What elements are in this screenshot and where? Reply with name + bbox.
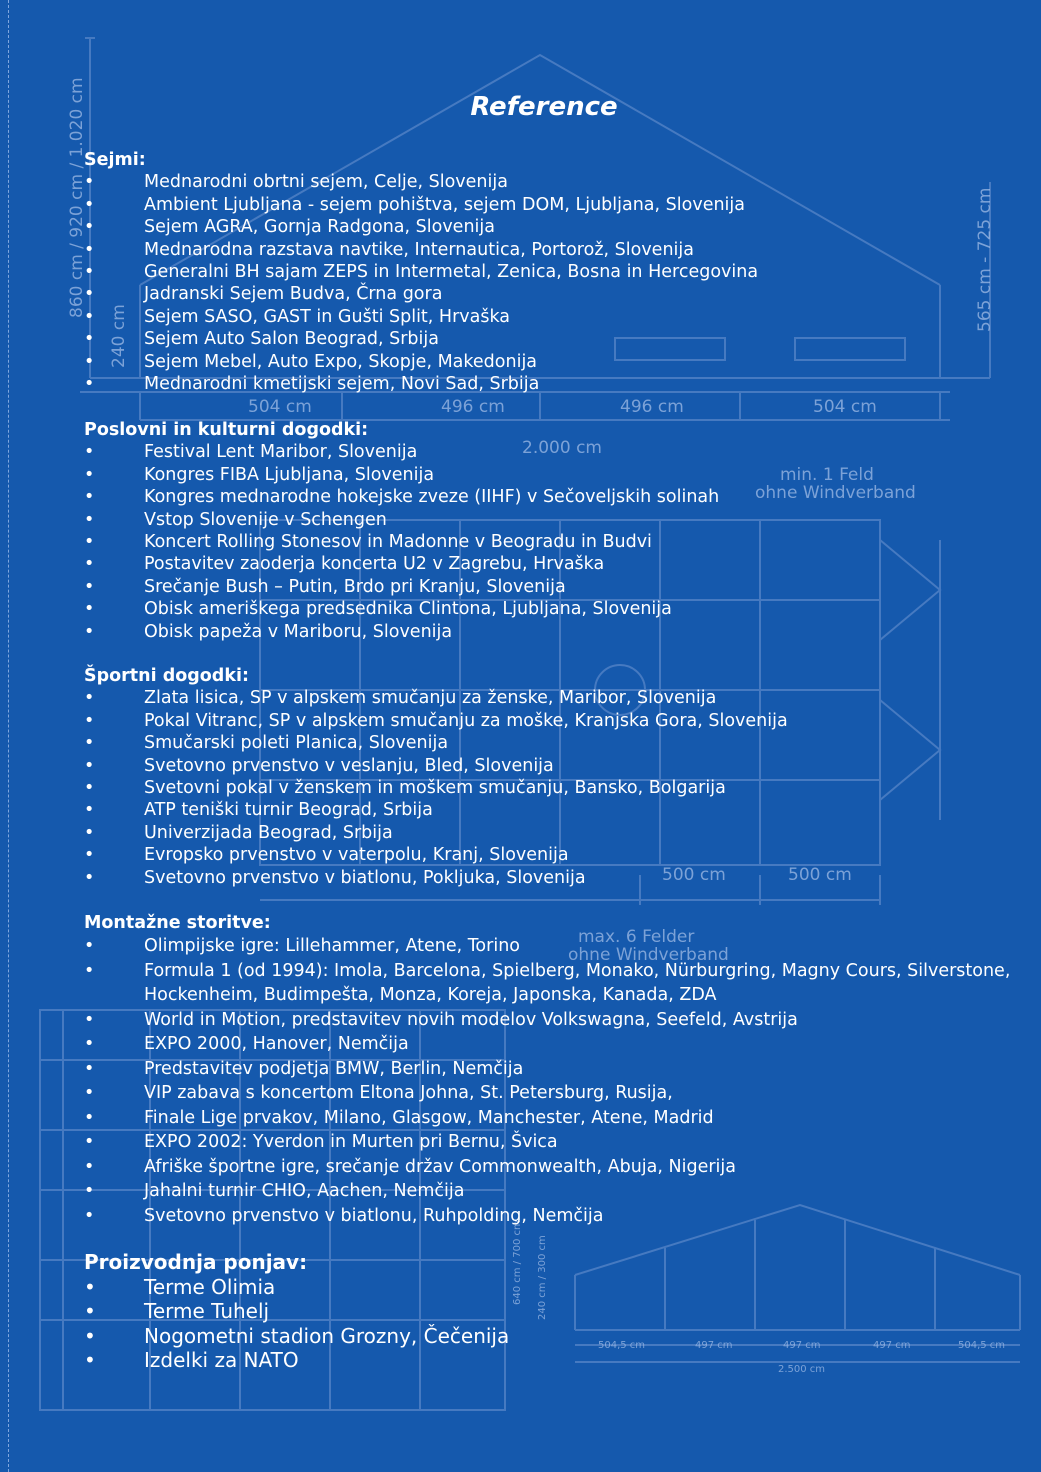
- bullet-icon: •: [84, 487, 95, 508]
- list-item: [84, 687, 1014, 709]
- bullet-icon: •: [84, 1274, 96, 1299]
- section-heading-ponjave: Proizvodnja ponjav:: [84, 1250, 308, 1274]
- section-sejmi: [84, 149, 1014, 395]
- list-item: [84, 1130, 1014, 1155]
- list-item-text: Vstop Slovenije v Schengen: [144, 509, 387, 530]
- bullet-icon: •: [84, 1205, 95, 1226]
- list-sejmi: [84, 171, 1014, 395]
- list-item-text: Festival Lent Maribor, Slovenija: [144, 442, 418, 463]
- bullet-icon: •: [84, 936, 95, 957]
- list-item: [84, 216, 1014, 238]
- bullet-icon: •: [84, 822, 95, 843]
- list-item: [84, 1348, 1014, 1373]
- bg-small-span-2: 497 cm: [695, 1340, 733, 1351]
- list-item: [84, 553, 1014, 575]
- list-item: [84, 1106, 1014, 1131]
- list-item: [84, 799, 1014, 821]
- bg-span-1: 504 cm: [248, 397, 312, 417]
- bg-small-height: 640 cm / 700 cm: [512, 1220, 523, 1305]
- section-montazne: [84, 912, 1014, 1228]
- bullet-icon: •: [84, 688, 95, 709]
- bg-height-right: 565 cm - 725 cm: [975, 187, 995, 332]
- list-poslovni: [84, 441, 1014, 643]
- list-item-text: Mednarodni obrtni sejem, Celje, Slovenija: [144, 172, 508, 193]
- page-title: Reference: [470, 92, 618, 122]
- bullet-icon: •: [84, 284, 95, 305]
- list-item: [84, 1204, 1014, 1229]
- section-heading-montazne: Montažne storitve:: [84, 913, 271, 933]
- bg-small-height-short: 240 cm / 300 cm: [537, 1235, 548, 1320]
- section-heading-sejmi: Sejmi:: [84, 150, 146, 170]
- list-item-text: Sejem Auto Salon Beograd, Srbija: [144, 329, 439, 350]
- bullet-icon: •: [84, 442, 95, 463]
- bg-small-span-5: 504,5 cm: [958, 1340, 1006, 1351]
- list-item: [84, 710, 1014, 732]
- bg-small-span-1: 504,5 cm: [598, 1340, 646, 1351]
- list-item: [84, 777, 1014, 799]
- bullet-icon: •: [84, 576, 95, 597]
- bullet-icon: •: [84, 800, 95, 821]
- list-item-text: EXPO 2002: Yverdon in Murten pri Bernu, Švica: [144, 1132, 558, 1153]
- list-item: [84, 464, 1014, 486]
- bg-span-2: 496 cm: [441, 397, 505, 417]
- list-sportni: [84, 687, 1014, 889]
- bg-small-span-4: 497 cm: [873, 1340, 911, 1351]
- list-item-text: Terme Olimia: [144, 1274, 276, 1299]
- list-item-text: Mednarodna razstava navtike, Internautica, Portorož, Slovenija: [144, 239, 694, 260]
- bullet-icon: •: [84, 194, 95, 215]
- bg-height-left: 860 cm / 920 cm / 1.020 cm: [67, 77, 87, 318]
- list-item: [84, 959, 1014, 1008]
- list-item: [84, 576, 1014, 598]
- section-heading-poslovni: Poslovni in kulturni dogodki:: [84, 420, 369, 440]
- bg-small-span-3: 497 cm: [783, 1340, 821, 1351]
- bullet-icon: •: [84, 1107, 95, 1128]
- list-item-text: Evropsko prvenstvo v vaterpolu, Kranj, Slovenija: [144, 845, 569, 866]
- bullet-icon: •: [84, 464, 95, 485]
- list-item: [84, 1179, 1014, 1204]
- section-ponjave: [84, 1250, 1014, 1373]
- bullet-icon: •: [84, 1034, 95, 1055]
- bullet-icon: •: [84, 1156, 95, 1177]
- bullet-icon: •: [84, 845, 95, 866]
- bullet-icon: •: [84, 1348, 96, 1372]
- bg-bay-1: 500 cm: [662, 865, 726, 885]
- bg-height-left-short: 240 cm: [109, 304, 129, 368]
- bullet-icon: •: [84, 867, 95, 888]
- list-item: [84, 598, 1014, 620]
- bullet-icon: •: [84, 710, 95, 731]
- bg-max-field: max. 6 Felder: [578, 927, 695, 947]
- list-item-text: Ambient Ljubljana - sejem pohištva, sejem DOM, Ljubljana, Slovenija: [144, 194, 745, 215]
- list-item-text: Svetovno prvenstvo v biatlonu, Ruhpolding, Nemčija: [144, 1205, 604, 1226]
- list-item: [84, 822, 1014, 844]
- list-item-text: World in Motion, predstavitev novih modelov Volkswagna, Seefeld, Avstrija: [144, 1009, 798, 1030]
- bullet-icon: •: [84, 532, 95, 553]
- bg-bay-2: 500 cm: [788, 865, 852, 885]
- list-item-text: Smučarski poleti Planica, Slovenija: [144, 733, 449, 754]
- bullet-icon: •: [84, 374, 95, 395]
- list-item-text: EXPO 2000, Hanover, Nemčija: [144, 1034, 409, 1055]
- bullet-icon: •: [84, 755, 95, 776]
- list-item-text: Postavitev zaoderja koncerta U2 v Zagrebu, Hrvaška: [144, 554, 605, 575]
- list-item-text: Svetovno prvenstvo v veslanju, Bled, Slovenija: [144, 755, 554, 776]
- list-item: [84, 934, 1014, 959]
- list-item-text: Generalni BH sajam ZEPS in Intermetal, Zenica, Bosna in Hercegovina: [144, 262, 759, 283]
- bullet-icon: •: [84, 351, 95, 372]
- list-item: [84, 441, 1014, 463]
- list-item: [84, 844, 1014, 866]
- section-sportni: [84, 665, 1014, 889]
- list-item: [84, 509, 1014, 531]
- list-item-text: Formula 1 (od 1994): Imola, Barcelona, Spielberg, Monako, Nürburgring, Magny Cours, Silverstone, Hockenheim, Budimpešta, Monza, Koreja, Japonska, Kanada, ZDA: [144, 960, 1011, 1006]
- list-item: [84, 867, 1014, 889]
- list-item: [84, 732, 1014, 754]
- section-poslovni: [84, 419, 1014, 643]
- list-item: [84, 531, 1014, 553]
- bg-min-field: min. 1 Feld: [780, 465, 874, 485]
- list-item-text: Pokal Vitranc, SP v alpskem smučanju za moške, Kranjska Gora, Slovenija: [144, 710, 788, 731]
- list-item-text: Zlata lisica, SP v alpskem smučanju za ženske, Maribor, Slovenija: [144, 688, 717, 709]
- list-item: [84, 328, 1014, 350]
- list-item: [84, 1008, 1014, 1033]
- list-item: [84, 1299, 1014, 1324]
- bullet-icon: •: [84, 621, 95, 642]
- list-item: [84, 194, 1014, 216]
- list-item: [84, 261, 1014, 283]
- bullet-icon: •: [84, 509, 95, 530]
- list-item-text: Kongres FIBA Ljubljana, Slovenija: [144, 464, 435, 485]
- list-item-text: Srečanje Bush – Putin, Brdo pri Kranju, Slovenija: [144, 576, 566, 597]
- bg-span-4: 504 cm: [813, 397, 877, 417]
- list-item: [84, 283, 1014, 305]
- section-heading-sportni: Športni dogodki:: [84, 666, 249, 686]
- list-item: [84, 1081, 1014, 1106]
- bullet-icon: •: [84, 329, 95, 350]
- bullet-icon: •: [84, 1009, 95, 1030]
- list-item: [84, 351, 1014, 373]
- bg-small-total: 2.500 cm: [778, 1364, 826, 1375]
- bg-min-field-sub: ohne Windverband: [755, 483, 916, 503]
- list-item-text: Univerzijada Beograd, Srbija: [144, 822, 393, 843]
- list-item-text: Svetovni pokal v ženskem in moškem smučanju, Bansko, Bolgarija: [144, 778, 726, 799]
- bullet-icon: •: [84, 239, 95, 260]
- list-item-text: Obisk ameriškega predsednika Clintona, Ljubljana, Slovenija: [144, 599, 672, 620]
- list-item: [84, 1032, 1014, 1057]
- bullet-icon: •: [84, 1058, 95, 1079]
- list-item-text: Jadranski Sejem Budva, Črna gora: [144, 284, 443, 305]
- list-item-text: Koncert Rolling Stonesov in Madonne v Beogradu in Budvi: [144, 532, 652, 553]
- list-item-text: Afriške športne igre, srečanje držav Commonwealth, Abuja, Nigerija: [144, 1156, 736, 1177]
- list-item: [84, 373, 1014, 395]
- list-item: [84, 486, 1014, 508]
- bullet-icon: •: [84, 1323, 96, 1348]
- list-item: [84, 306, 1014, 328]
- list-item: [84, 1057, 1014, 1082]
- list-item-text: Izdelki za NATO: [144, 1348, 299, 1372]
- list-item-text: VIP zabava s koncertom Eltona Johna, St. Petersburg, Rusija,: [144, 1083, 673, 1104]
- bullet-icon: •: [84, 778, 95, 799]
- bullet-icon: •: [84, 1083, 95, 1104]
- list-item: [84, 621, 1014, 643]
- list-item-text: Olimpijske igre: Lillehammer, Atene, Torino: [144, 936, 520, 957]
- list-item-text: Sejem Mebel, Auto Expo, Skopje, Makedonija: [144, 351, 538, 372]
- list-item-text: Nogometni stadion Grozny, Čečenija: [144, 1323, 510, 1348]
- bg-span-3: 496 cm: [620, 397, 684, 417]
- bg-span-total: 2.000 cm: [522, 438, 602, 458]
- list-item: [84, 755, 1014, 777]
- list-item-text: ATP teniški turnir Beograd, Srbija: [144, 800, 433, 821]
- list-item-text: Obisk papeža v Mariboru, Slovenija: [144, 621, 453, 642]
- list-item-text: Svetovno prvenstvo v biatlonu, Pokljuka, Slovenija: [144, 867, 586, 888]
- list-montazne: [84, 934, 1014, 1228]
- bullet-icon: •: [84, 1181, 95, 1202]
- bullet-icon: •: [84, 217, 95, 238]
- bullet-icon: •: [84, 960, 95, 981]
- bullet-icon: •: [84, 262, 95, 283]
- list-item-text: Mednarodni kmetijski sejem, Novi Sad, Srbija: [144, 374, 540, 395]
- list-item-text: Sejem SASO, GAST in Gušti Split, Hrvaška: [144, 306, 511, 327]
- list-item-text: Kongres mednarodne hokejske zveze (IIHF) v Sečoveljskih solinah: [144, 487, 720, 508]
- list-item-text: Sejem AGRA, Gornja Radgona, Slovenija: [144, 217, 495, 238]
- bg-max-field-sub: ohne Windverband: [568, 945, 729, 965]
- bullet-icon: •: [84, 599, 95, 620]
- list-item-text: Finale Lige prvakov, Milano, Glasgow, Manchester, Atene, Madrid: [144, 1107, 714, 1128]
- bullet-icon: •: [84, 554, 95, 575]
- list-item: [84, 171, 1014, 193]
- list-ponjave: [84, 1275, 1014, 1373]
- bullet-icon: •: [84, 306, 95, 327]
- list-item-text: Terme Tuhelj: [144, 1299, 270, 1323]
- list-item-text: Predstavitev podjetja BMW, Berlin, Nemčija: [144, 1058, 524, 1079]
- list-item: [84, 239, 1014, 261]
- bullet-icon: •: [84, 733, 95, 754]
- list-item: [84, 1324, 1014, 1349]
- bullet-icon: •: [84, 172, 95, 193]
- bullet-icon: •: [84, 1132, 95, 1153]
- bullet-icon: •: [84, 1299, 96, 1323]
- list-item: [84, 1275, 1014, 1300]
- list-item: [84, 1155, 1014, 1180]
- list-item-text: Jahalni turnir CHIO, Aachen, Nemčija: [144, 1181, 465, 1202]
